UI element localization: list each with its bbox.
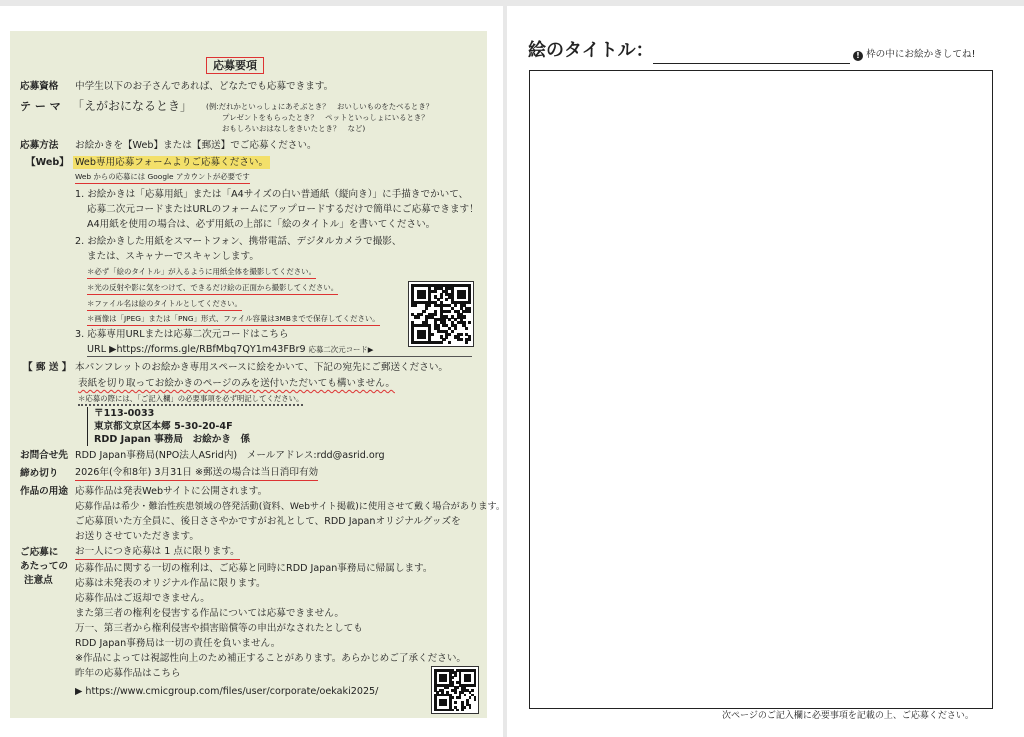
address-recipient: RDD Japan 事務局 お絵かき 係 <box>94 434 251 445</box>
notes-line1: お一人につき応募は 1 点に限ります。 <box>75 545 240 560</box>
heading: 応募要項 <box>213 59 257 72</box>
theme-example-3: おもしろいおはなしをきいたとき？ など) <box>222 124 366 133</box>
usage-line2: 応募作品は希少・難治性疾患領域の啓発活動(資料、Webサイト掲載)に使用させて戴く場合があります。 <box>75 501 506 512</box>
notes-line4: 応募作品はご返却できません。 <box>75 593 210 604</box>
qr-module <box>454 674 457 677</box>
qr-module <box>471 689 474 692</box>
qr-module <box>448 341 451 344</box>
qr-module <box>440 295 443 298</box>
qr-module <box>445 298 448 301</box>
usage-line4: お送りさせていただきます。 <box>75 531 199 542</box>
form-qr-code[interactable] <box>408 281 474 347</box>
qr-module <box>420 313 423 316</box>
form-url-link[interactable]: URL ▶https://forms.gle/RBfMbq7QY1m43FBr9 <box>87 344 306 355</box>
method-text: お絵かきを【Web】または【郵送】でご応募ください。 <box>75 140 317 151</box>
deadline-label: 締め切り <box>20 468 59 479</box>
qr-module <box>454 304 457 307</box>
notes-line9: 昨年の応募作品はこちら <box>75 668 181 679</box>
qr-module <box>440 341 443 344</box>
qr-module <box>451 709 454 712</box>
step2-line1: 2. お絵かきした用紙をスマートフォン、携帯電話、デジタルカメラで撮影、 <box>75 236 402 247</box>
mail-line1: 本パンフレットのお絵かき専用スペースに絵をかいて、下記の宛先にご郵送ください。 <box>75 362 449 373</box>
guidelines-panel <box>10 31 506 718</box>
past-works-link[interactable]: ▶ https://www.cmicgroup.com/files/user/corporate/oekaki2025/ <box>75 686 379 697</box>
drawing-frame[interactable] <box>529 70 993 709</box>
contact-label: お問合せ先 <box>20 450 68 461</box>
qr-module <box>428 304 431 307</box>
note-1: ＊必ず「絵のタイトル」が入るように用紙全体を撮影してください。 <box>87 267 316 279</box>
qr-module <box>462 315 465 318</box>
step1-line3: A4用紙を使用の場合は、必ず用紙の上部に「絵のタイトル」を書いてください。 <box>87 219 436 230</box>
qr-module <box>454 691 457 694</box>
title-label: 絵のタイトル： <box>528 40 654 61</box>
heading-box <box>206 57 264 74</box>
qr-module <box>445 335 448 338</box>
usage-line3: ご応募頂いた方全員に、後日ささやかですがお礼として、RDD Japanオリジナルグッズを <box>75 516 461 527</box>
footer-note: 次ページのご記入欄に必要事項を記載の上、ご応募ください。 <box>722 711 974 721</box>
notes-line2: 応募作品に関する一切の権利は、ご応募と同時にRDD Japan事務局に帰属します。 <box>75 563 433 574</box>
qr-module <box>459 696 462 699</box>
notes-label-3: 注意点 <box>24 575 53 586</box>
qr-module <box>431 333 434 336</box>
usage-label: 作品の用途 <box>20 486 68 497</box>
qr-module <box>468 321 471 324</box>
qr-module <box>414 304 417 307</box>
qr-module <box>444 704 447 707</box>
qr-module <box>460 333 463 336</box>
exclamation-circle-icon: ! <box>853 51 863 61</box>
qr-module <box>434 313 437 316</box>
web-label: 【Web】 <box>26 157 69 168</box>
web-note: Web からの応募には Google アカウントが必要です <box>75 172 250 184</box>
qr-module <box>464 706 467 709</box>
qr-module <box>434 290 437 293</box>
qr-module <box>454 327 457 330</box>
notes-label-1: ご応募に <box>20 547 59 558</box>
step1-line1: 1. お絵かきは「応募用紙」または「A4サイズの白い普通紙（縦向き）」に手描きでかいて、 <box>75 189 469 200</box>
notes-label-2: あたっての <box>20 561 68 572</box>
method-label: 応募方法 <box>20 140 59 151</box>
qr-module <box>469 696 472 699</box>
usage-line1: 応募作品は発表Webサイトに公開されます。 <box>75 486 268 497</box>
instruction-text: 枠の中にお絵かきしてね! <box>866 49 976 60</box>
qr-module <box>444 679 447 682</box>
qr-module <box>448 310 451 313</box>
qr-module <box>468 338 471 341</box>
notes-line5: また第三者の権利を侵害する作品については応募できません。 <box>75 608 345 619</box>
left-page <box>0 6 506 737</box>
qr-module <box>469 679 472 682</box>
qr-module <box>422 295 425 298</box>
web-title: Web専用応募フォームよりご応募ください。 <box>75 157 269 168</box>
theme-label: テ ー マ <box>20 100 61 113</box>
note-2: ＊光の反射や影に気をつけて、できるだけ絵の正面から撮影してください。 <box>87 283 338 295</box>
qr-module <box>474 684 477 687</box>
address-block <box>87 407 250 446</box>
eligibility-text: 中学生以下のお子さんであれば、どなたでも応募できます。 <box>75 81 334 92</box>
qr-module <box>451 696 454 699</box>
qr-module <box>446 686 449 689</box>
mail-label: 【 郵 送 】 <box>23 362 72 373</box>
theme-example-1: (例:だれかといっしょにあそぶとき？ おいしいものをたべるとき？ <box>206 102 434 111</box>
theme-text: 「えがおになるとき」 <box>72 99 193 113</box>
eligibility-label: 応募資格 <box>20 81 59 92</box>
form-qr-label: 応募二次元コード▶ <box>308 345 374 354</box>
address-street: 東京都文京区本郷 5-30-20-4F <box>94 421 233 432</box>
drawing-instruction <box>853 48 975 61</box>
step2-line2: または、スキャナーでスキャンします。 <box>87 251 259 262</box>
note-3: ＊ファイル名は絵のタイトルとしてください。 <box>87 299 242 311</box>
notes-line8: ※作品によっては視認性向上のため補正することがあります。あらかじめご了承ください。 <box>75 653 467 664</box>
qr-module <box>425 307 428 310</box>
qr-module <box>448 333 451 336</box>
right-page <box>507 6 1024 737</box>
qr-module <box>454 701 457 704</box>
qr-module <box>422 310 425 313</box>
qr-module <box>469 706 472 709</box>
qr-module <box>456 709 459 712</box>
qr-module <box>460 338 463 341</box>
past-works-qr-code[interactable] <box>431 666 479 714</box>
mail-line2: 表紙を切り取ってお絵かきのページのみを送付いただいても構いません。 <box>78 378 395 389</box>
qr-module <box>417 315 420 318</box>
step3-line1: 3. 応募専用URLまたは応募二次元コードはこちら <box>75 329 289 340</box>
qr-module <box>462 295 465 298</box>
qr-module <box>422 335 425 338</box>
notes-line3: 応募は未発表のオリジナル作品に限ります。 <box>75 578 266 589</box>
qr-module <box>465 327 468 330</box>
qr-module <box>461 709 464 712</box>
qr-module <box>442 338 445 341</box>
note-4: ＊画像は「JPEG」または「PNG」形式、ファイル容量は3MBまでで保存してください。 <box>87 314 380 326</box>
theme-example-2: プレゼントをもらったとき？ ペットといっしょにいるとき？ <box>222 113 429 122</box>
title-field[interactable] <box>653 61 850 64</box>
notes-line6: 万一、第三者から権利侵害や損害賠償等の申出がなされたとしても <box>75 623 363 634</box>
deadline-text: 2026年(令和8年) 3月31日 ※郵送の場合は当日消印有効 <box>75 466 318 481</box>
qr-module <box>468 301 471 304</box>
qr-module <box>456 686 459 689</box>
notes-line7: RDD Japan事務局は一切の責任を負いません。 <box>75 638 281 649</box>
qr-module <box>468 310 471 313</box>
mail-note: ＊応募の際には、「ご記入欄」の必要事項を必ず明記してください。 <box>78 394 303 406</box>
step1-line2: 応募二次元コードまたはURLのフォームにアップロードするだけで簡単にご応募できます！ <box>87 204 479 215</box>
qr-module <box>451 330 454 333</box>
qr-module <box>474 699 477 702</box>
address-zip: 〒113-0033 <box>94 408 155 419</box>
qr-module <box>465 341 468 344</box>
qr-module <box>451 676 454 679</box>
contact-text: RDD Japan事務局(NPO法人ASrid内) メールアドレス:rdd@asrid.org <box>75 450 385 461</box>
qr-module <box>464 694 467 697</box>
